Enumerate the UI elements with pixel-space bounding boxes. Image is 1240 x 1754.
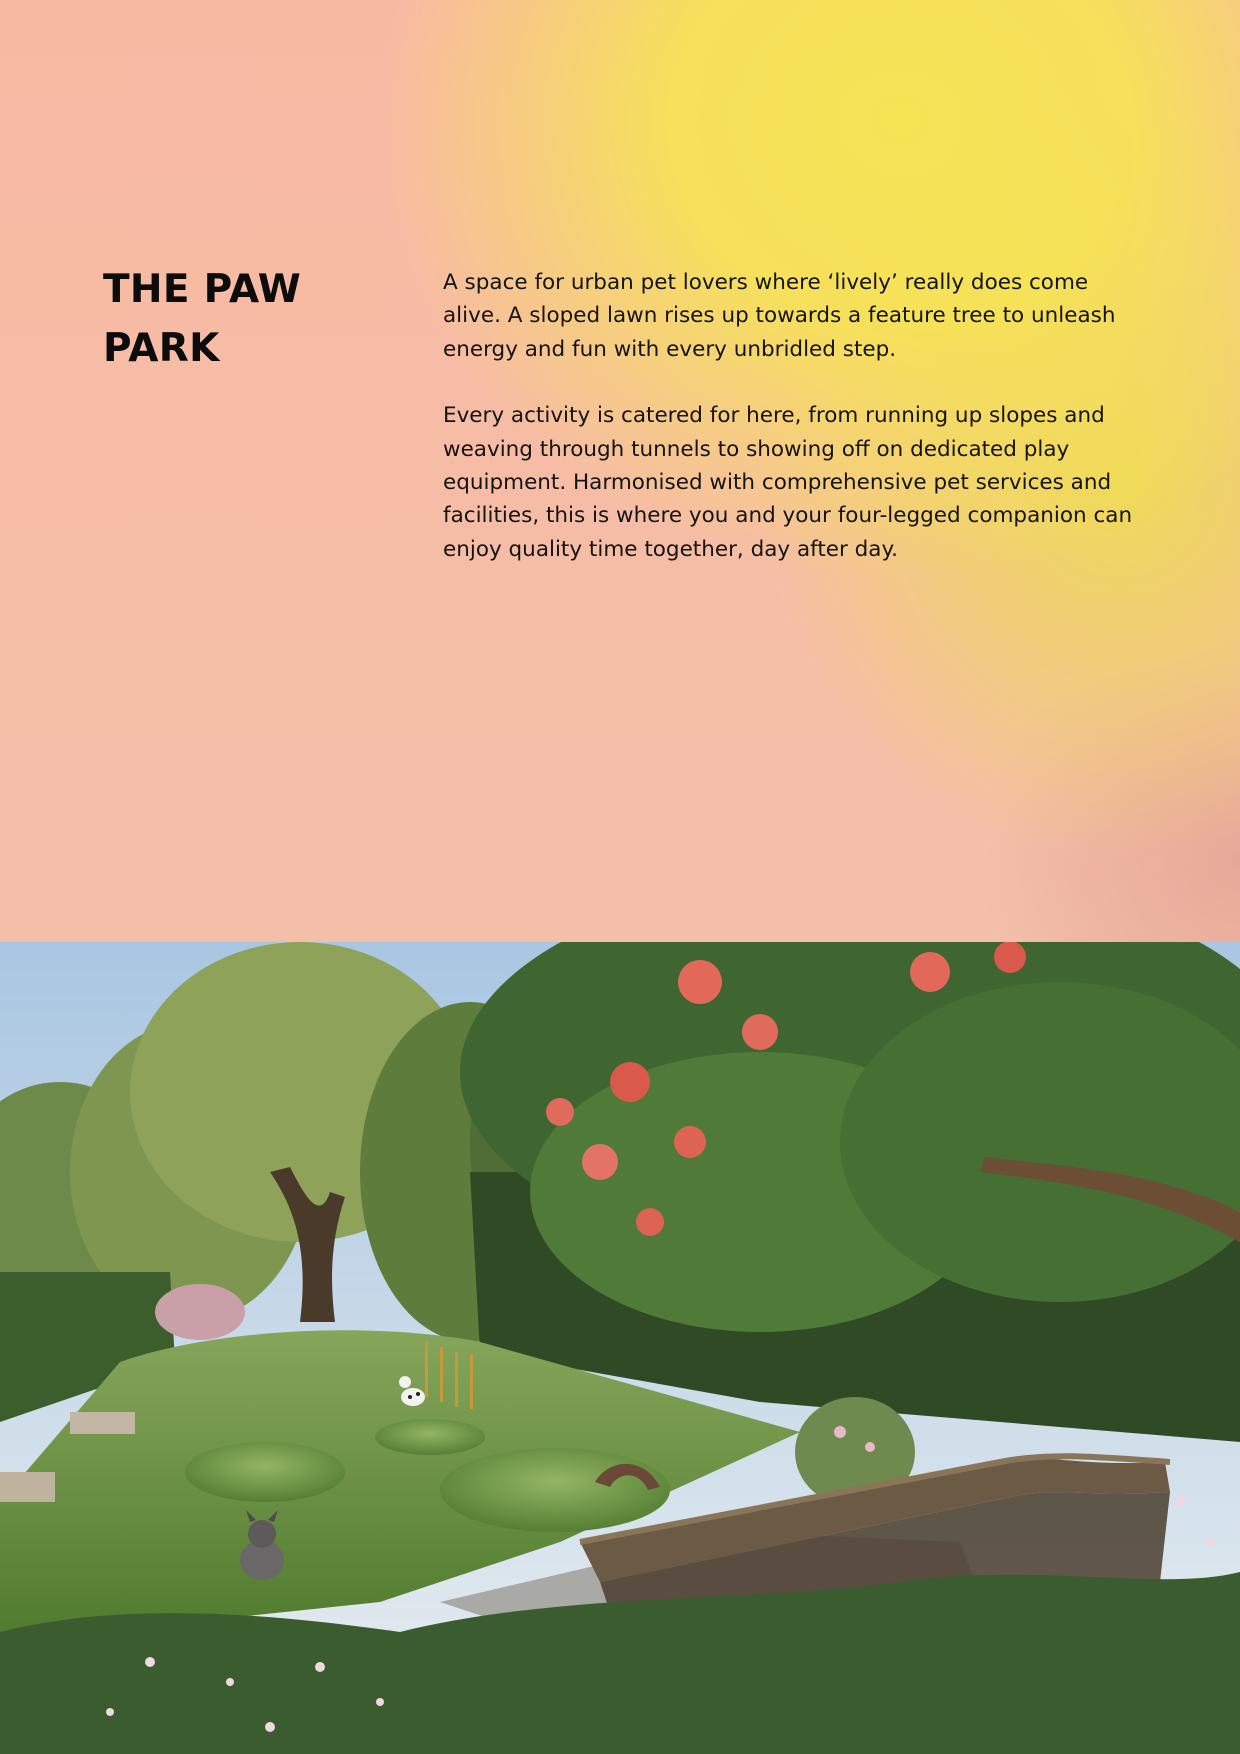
paw-park-rendering xyxy=(0,942,1240,1754)
bench xyxy=(0,1472,55,1502)
bench xyxy=(70,1412,135,1434)
title-line-1: THE PAW xyxy=(103,267,302,312)
grass-mound xyxy=(440,1448,670,1532)
grass-mound xyxy=(185,1442,345,1502)
title-line-2: PARK xyxy=(103,326,220,371)
flowering-tree xyxy=(460,942,1240,1332)
grass-mound xyxy=(375,1419,485,1455)
description-paragraph-2: Every activity is catered for here, from running up slopes and weaving through tunnels to showing off on dedicated play equipment. Harmonised with comprehensive pet services and facilities, this is where you and your four-legged companion can enjoy quality time together, day after day. xyxy=(443,403,1133,562)
description xyxy=(443,266,1133,599)
garden-illustration xyxy=(0,942,1240,1754)
page-title xyxy=(103,260,301,378)
description-paragraph-1: A space for urban pet lovers where ‘lively’ really does come alive. A sloped lawn rises up towards a feature tree to unleash energy and fun with every unbridled step. xyxy=(443,270,1116,362)
